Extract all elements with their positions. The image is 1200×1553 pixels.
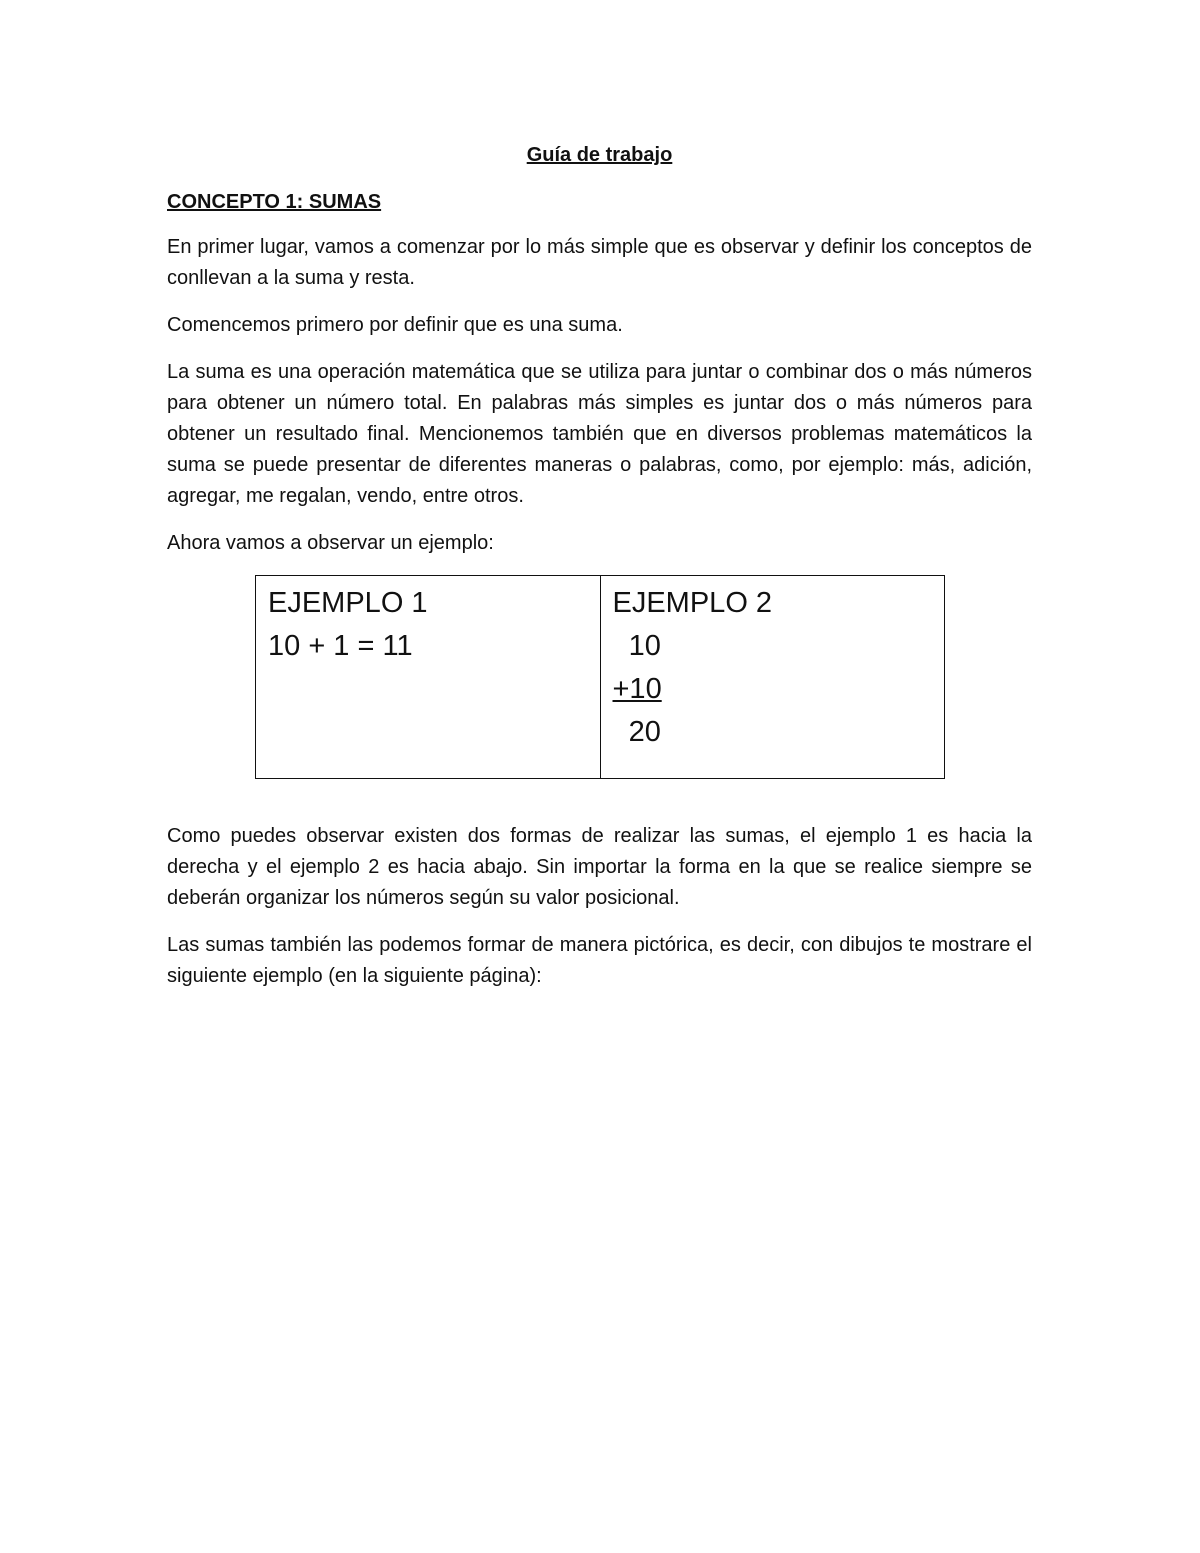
example-2-label: EJEMPLO 2 xyxy=(612,587,773,619)
paragraph-intro: En primer lugar, vamos a comenzar por lo más simple que es observar y definir los conceptos de conllevan a la suma y resta. xyxy=(167,236,1032,289)
paragraph-definition: La suma es una operación matemática que se utiliza para juntar o combinar dos o más números para obtener un número total. En palabras más simples es juntar dos o más números para obtener un resultado final. Mencionemos también que en diversos problemas matemáticos la suma se puede presentar de diferentes maneras o palabras, como, por ejemplo: más, adición, agregar, me regalan, vendo, entre otros. xyxy=(167,361,1032,507)
examples-row xyxy=(256,576,945,779)
document-title: Guía de trabajo xyxy=(526,144,673,166)
document-content xyxy=(167,140,1032,1008)
example-1-cell xyxy=(256,576,601,779)
example-1-operation: 10 + 1 = 11 xyxy=(268,630,413,662)
example-2-line-2: +10 xyxy=(612,673,662,705)
examples-table xyxy=(255,575,945,779)
example-1-label: EJEMPLO 1 xyxy=(268,587,428,619)
paragraph-example-intro: Ahora vamos a observar un ejemplo: xyxy=(167,532,494,554)
example-2-line-1: 10 xyxy=(612,630,661,662)
paragraph-define: Comencemos primero por definir que es una suma. xyxy=(167,314,623,336)
section-heading: CONCEPTO 1: SUMAS xyxy=(167,191,382,213)
paragraph-pictorial: Las sumas también las podemos formar de manera pictórica, es decir, con dibujos te mostrare el siguiente ejemplo (en la siguiente página): xyxy=(167,934,1032,987)
example-2-line-3: 20 xyxy=(612,716,661,748)
example-2-cell xyxy=(600,576,945,779)
paragraph-forms: Como puedes observar existen dos formas de realizar las sumas, el ejemplo 1 es hacia la derecha y el ejemplo 2 es hacia abajo. Sin importar la forma en la que se realice siempre se deberán organizar los números según su valor posicional. xyxy=(167,825,1032,909)
